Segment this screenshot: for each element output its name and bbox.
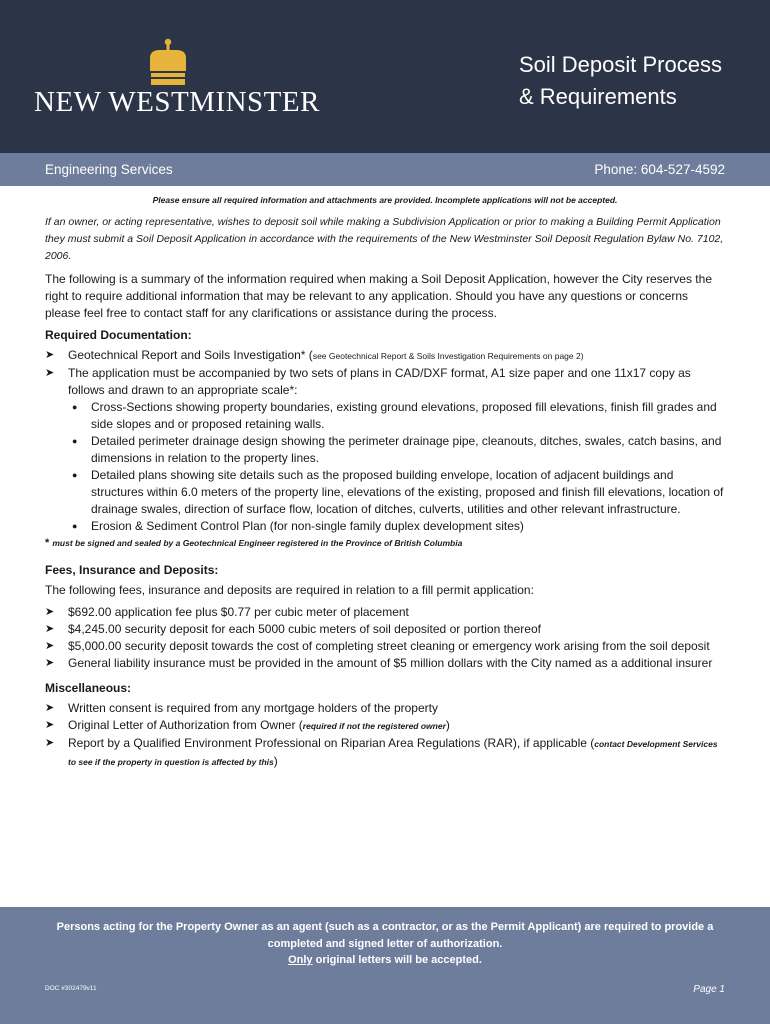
fees-intro: The following fees, insurance and deposits are required in relation to a fill permit application:: [45, 583, 534, 597]
page-number: Page 1: [693, 984, 725, 995]
list-item-note: contact Development Services to see if the property in question is affected by this: [68, 739, 718, 767]
completeness-notice: Please ensure all required information and attachments are provided. Incomplete applications will not be accepted.: [152, 195, 618, 205]
list-item-note: see Geotechnical Report & Soils Investigation Requirements on page 2): [312, 351, 584, 361]
signature-footnote: [45, 535, 725, 552]
footnote-text: must be signed and sealed by a Geotechnical Engineer registered in the Province of British Columbia: [52, 538, 463, 548]
miscellaneous-list: [45, 700, 725, 771]
list-item-text: Erosion & Sediment Control Plan (for non-single family duplex development sites): [91, 519, 524, 533]
list-item-text: Detailed perimeter drainage design showing the perimeter drainage pipe, cleanouts, ditches, swales, catch basins, and dimensions in relation to the property lines.: [91, 434, 722, 465]
document-title-line-1: Soil Deposit Process: [519, 52, 722, 77]
list-item-text: The application must be accompanied by two sets of plans in CAD/DXF format, A1 size paper and one 11x17 copy as follows and drawn to an appropriate scale*:: [68, 366, 691, 397]
list-item-text: $692.00 application fee plus $0.77 per cubic meter of placement: [68, 605, 409, 619]
arrow-bullet-icon: ➤: [45, 702, 55, 714]
original-letters-text: original letters will be accepted.: [312, 954, 482, 966]
crown-logo-icon: [146, 38, 190, 86]
document-title: [519, 49, 722, 113]
list-item: [45, 621, 725, 638]
list-item-text: Original Letter of Authorization from Owner (: [68, 718, 303, 732]
list-item: [68, 518, 725, 535]
list-item-text: Written consent is required from any mortgage holders of the property: [68, 701, 438, 715]
department-bar: [0, 153, 770, 186]
list-item-text: Cross-Sections showing property boundaries, existing ground elevations, proposed fill elevations, finish fill grades and side slopes and or proposed retaining walls.: [91, 400, 717, 431]
list-item: [45, 347, 725, 365]
arrow-bullet-icon: ➤: [45, 623, 55, 635]
intro-paragraph: If an owner, or acting representative, wishes to deposit soil while making a Subdivision Application or prior to making a Building Permit Application they must submit a Soil Deposit Application in accordance with the requirements of the New Westminster Soil Deposit Regulation Bylaw No. 7102, 2006.: [45, 216, 724, 262]
arrow-bullet-icon: ➤: [45, 606, 55, 618]
organization-name: NEW WESTMINSTER: [34, 86, 320, 118]
authorization-text: Persons acting for the Property Owner as an agent (such as a contractor, or as the Permit Applicant) are required to provide a completed and signed letter of authorization.: [56, 921, 714, 950]
fees-heading: Fees, Insurance and Deposits:: [45, 563, 219, 577]
arrow-bullet-icon: ➤: [45, 719, 55, 731]
list-item-text: $5,000.00 security deposit towards the cost of completing street cleaning or emergency work arising from the soil deposit: [68, 639, 710, 653]
arrow-bullet-icon: ➤: [45, 640, 55, 652]
arrow-bullet-icon: ➤: [45, 737, 55, 749]
footnote-star: *: [45, 537, 53, 549]
dot-bullet-icon: ●: [72, 436, 78, 446]
summary-paragraph: The following is a summary of the information required when making a Soil Deposit Application, however the City reserves the right to require additional information that may be relevant to any application. Should you have any questions or concerns please feel free to contact staff for any clarifications or assistance during the process.: [45, 272, 712, 320]
list-item: [45, 735, 725, 771]
document-body: [45, 214, 725, 771]
page-footer: [0, 907, 770, 1024]
list-item: [45, 717, 725, 735]
list-item-text: Detailed plans showing site details such as the proposed building envelope, location of adjacent buildings and structures within 6.0 meters of the property line, elevations of the existing, proposed and finish fill elevations, location of drainage swales, direction of surface flow, location of ditches, culverts, utilities and other relevant infrastructure.: [91, 468, 724, 516]
dot-bullet-icon: ●: [72, 402, 78, 412]
list-item: [68, 467, 725, 518]
plan-requirements-list: [68, 399, 725, 535]
required-documentation-list: [45, 347, 725, 535]
phone-number: Phone: 604-527-4592: [594, 162, 725, 177]
arrow-bullet-icon: ➤: [45, 657, 55, 669]
only-emphasis: Only: [288, 954, 313, 966]
document-title-line-2: & Requirements: [519, 84, 677, 109]
list-item: [68, 433, 725, 467]
list-item-close: ): [273, 754, 278, 768]
department-name: Engineering Services: [45, 162, 173, 177]
required-documentation-heading: Required Documentation:: [45, 328, 192, 342]
list-item-close: ): [445, 718, 450, 732]
arrow-bullet-icon: ➤: [45, 367, 55, 379]
page-header: [0, 0, 770, 153]
arrow-bullet-icon: ➤: [45, 349, 55, 361]
list-item: [68, 399, 725, 433]
list-item-text: General liability insurance must be provided in the amount of $5 million dollars with the City named as a additional insurer: [68, 656, 713, 670]
list-item-text: Geotechnical Report and Soils Investigation* (: [68, 348, 313, 362]
dot-bullet-icon: ●: [72, 470, 78, 480]
list-item-note: required if not the registered owner: [302, 721, 446, 731]
list-item-text: Report by a Qualified Environment Professional on Riparian Area Regulations (RAR), if applicable (: [68, 736, 595, 750]
list-item: [45, 604, 725, 621]
list-item: [45, 365, 725, 535]
miscellaneous-heading: Miscellaneous:: [45, 681, 132, 695]
fees-list: [45, 604, 725, 672]
dot-bullet-icon: ●: [72, 521, 78, 531]
document-reference: DOC #302479v11: [45, 985, 97, 992]
list-item: [45, 700, 725, 717]
authorization-notice: [40, 919, 730, 969]
list-item-text: $4,245.00 security deposit for each 5000 cubic meters of soil deposited or portion thereof: [68, 622, 541, 636]
list-item: [45, 638, 725, 655]
list-item: [45, 655, 725, 672]
